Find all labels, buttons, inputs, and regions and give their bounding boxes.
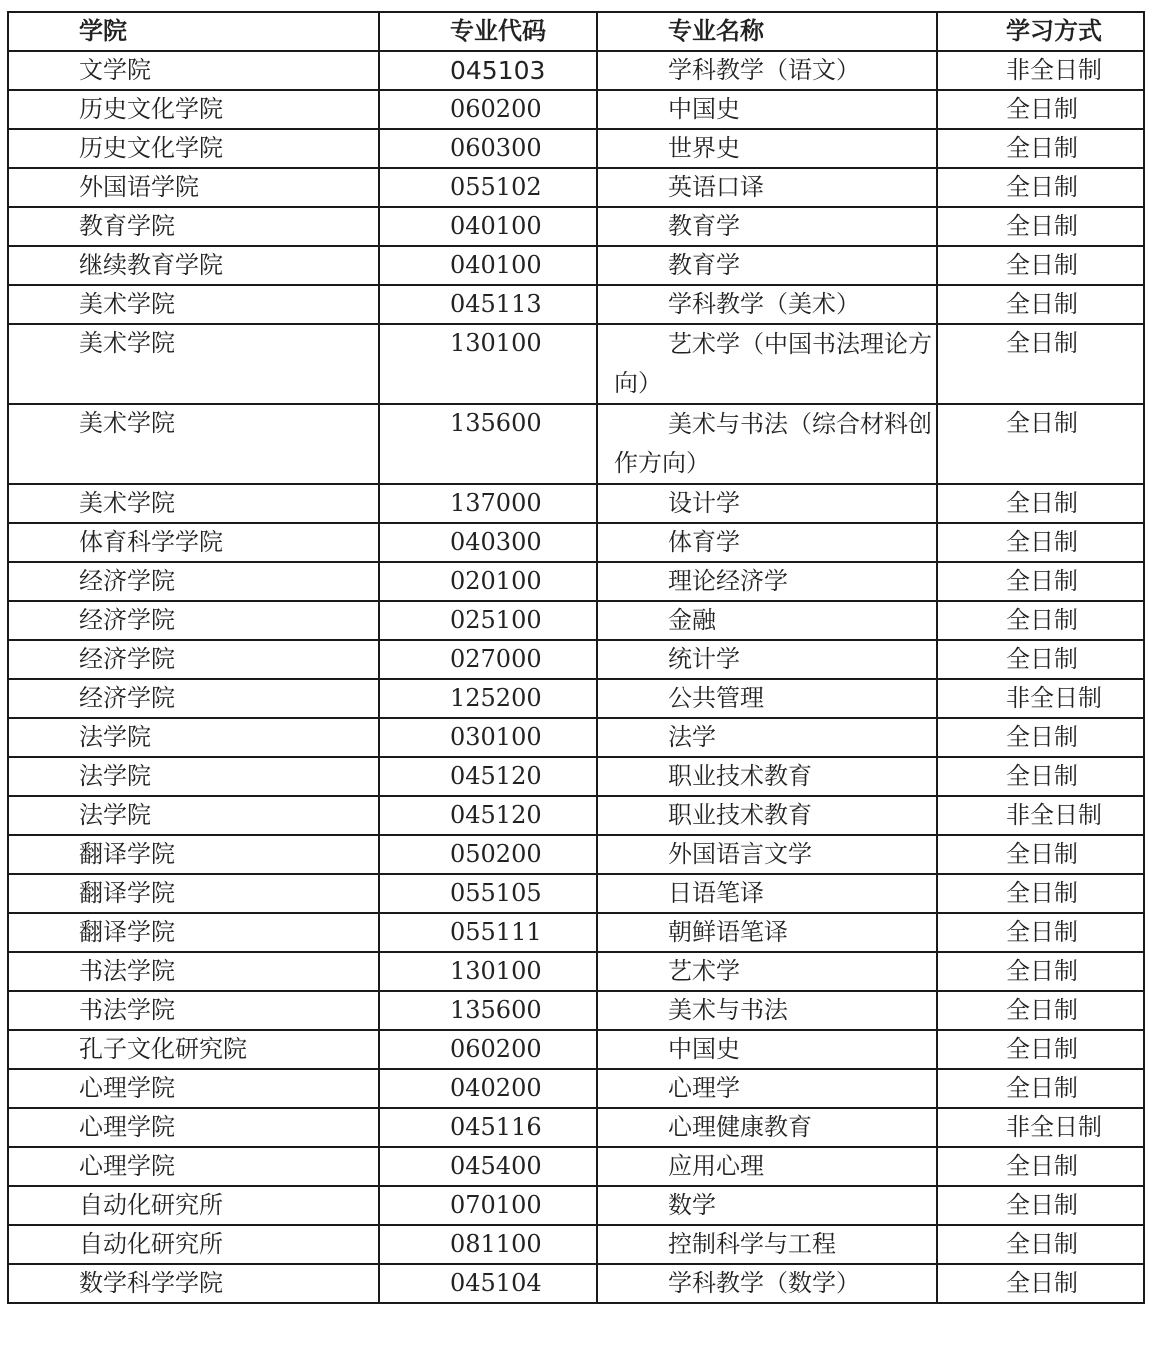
header-row — [8, 12, 1144, 51]
cell-college: 历史文化学院 — [8, 129, 379, 168]
header-mode: 学习方式 — [937, 12, 1144, 51]
cell-mode: 全日制 — [937, 562, 1144, 601]
cell-name: 日语笔译 — [597, 874, 937, 913]
cell-name: 教育学 — [597, 246, 937, 285]
table-row — [8, 1225, 1144, 1264]
cell-code: 045103 — [379, 51, 597, 90]
cell-code: 045116 — [379, 1108, 597, 1147]
cell-code: 045120 — [379, 796, 597, 835]
cell-college: 继续教育学院 — [8, 246, 379, 285]
table-row — [8, 562, 1144, 601]
cell-mode: 全日制 — [937, 324, 1144, 404]
cell-college: 自动化研究所 — [8, 1186, 379, 1225]
cell-code: 040200 — [379, 1069, 597, 1108]
cell-mode: 全日制 — [937, 484, 1144, 523]
table-body — [8, 51, 1144, 1303]
cell-name: 体育学 — [597, 523, 937, 562]
cell-college: 书法学院 — [8, 991, 379, 1030]
cell-code: 045120 — [379, 757, 597, 796]
cell-mode: 全日制 — [937, 1069, 1144, 1108]
cell-code: 025100 — [379, 601, 597, 640]
cell-code: 040300 — [379, 523, 597, 562]
table-row — [8, 679, 1144, 718]
cell-name: 职业技术教育 — [597, 796, 937, 835]
cell-name: 数学 — [597, 1186, 937, 1225]
table-row — [8, 1108, 1144, 1147]
cell-mode: 全日制 — [937, 952, 1144, 991]
cell-code: 060200 — [379, 90, 597, 129]
cell-college: 法学院 — [8, 757, 379, 796]
table-row — [8, 991, 1144, 1030]
cell-name: 美术与书法 — [597, 991, 937, 1030]
cell-college: 教育学院 — [8, 207, 379, 246]
cell-college: 翻译学院 — [8, 874, 379, 913]
table-row — [8, 51, 1144, 90]
cell-code: 135600 — [379, 991, 597, 1030]
cell-name: 心理健康教育 — [597, 1108, 937, 1147]
table-row — [8, 796, 1144, 835]
table-row — [8, 404, 1144, 484]
cell-code: 130100 — [379, 324, 597, 404]
cell-code: 045104 — [379, 1264, 597, 1303]
cell-mode: 非全日制 — [937, 51, 1144, 90]
cell-name: 学科教学（数学） — [597, 1264, 937, 1303]
table-row — [8, 757, 1144, 796]
cell-mode: 全日制 — [937, 835, 1144, 874]
cell-college: 历史文化学院 — [8, 90, 379, 129]
table-row — [8, 718, 1144, 757]
cell-code: 130100 — [379, 952, 597, 991]
table-row — [8, 1030, 1144, 1069]
cell-code: 040100 — [379, 246, 597, 285]
cell-mode: 全日制 — [937, 1186, 1144, 1225]
cell-college: 心理学院 — [8, 1069, 379, 1108]
cell-mode: 全日制 — [937, 1264, 1144, 1303]
cell-name: 控制科学与工程 — [597, 1225, 937, 1264]
cell-code: 020100 — [379, 562, 597, 601]
table-row — [8, 874, 1144, 913]
cell-name: 公共管理 — [597, 679, 937, 718]
table-row — [8, 913, 1144, 952]
cell-name: 朝鲜语笔译 — [597, 913, 937, 952]
cell-code: 060200 — [379, 1030, 597, 1069]
cell-code: 125200 — [379, 679, 597, 718]
header-name: 专业名称 — [597, 12, 937, 51]
cell-mode: 非全日制 — [937, 679, 1144, 718]
table-row — [8, 129, 1144, 168]
cell-name: 职业技术教育 — [597, 757, 937, 796]
cell-code: 045400 — [379, 1147, 597, 1186]
table-row — [8, 640, 1144, 679]
cell-mode: 非全日制 — [937, 1108, 1144, 1147]
cell-code: 060300 — [379, 129, 597, 168]
cell-code: 040100 — [379, 207, 597, 246]
cell-college: 法学院 — [8, 796, 379, 835]
cell-mode: 全日制 — [937, 523, 1144, 562]
cell-name: 设计学 — [597, 484, 937, 523]
cell-name: 心理学 — [597, 1069, 937, 1108]
cell-name: 英语口译 — [597, 168, 937, 207]
cell-mode: 全日制 — [937, 640, 1144, 679]
cell-college: 心理学院 — [8, 1108, 379, 1147]
cell-code: 055111 — [379, 913, 597, 952]
cell-name: 学科教学（语文） — [597, 51, 937, 90]
program-table — [7, 11, 1145, 1304]
cell-college: 美术学院 — [8, 404, 379, 484]
cell-code: 137000 — [379, 484, 597, 523]
table-row — [8, 324, 1144, 404]
cell-college: 美术学院 — [8, 324, 379, 404]
cell-name: 世界史 — [597, 129, 937, 168]
cell-college: 美术学院 — [8, 285, 379, 324]
cell-name: 中国史 — [597, 90, 937, 129]
table-row — [8, 246, 1144, 285]
cell-mode: 全日制 — [937, 1030, 1144, 1069]
cell-college: 文学院 — [8, 51, 379, 90]
cell-code: 055102 — [379, 168, 597, 207]
cell-code: 055105 — [379, 874, 597, 913]
cell-college: 体育科学学院 — [8, 523, 379, 562]
table-row — [8, 207, 1144, 246]
table-row — [8, 168, 1144, 207]
cell-name: 理论经济学 — [597, 562, 937, 601]
cell-mode: 全日制 — [937, 404, 1144, 484]
cell-mode: 全日制 — [937, 1147, 1144, 1186]
cell-name: 艺术学 — [597, 952, 937, 991]
table-row — [8, 523, 1144, 562]
cell-name: 外国语言文学 — [597, 835, 937, 874]
cell-college: 翻译学院 — [8, 835, 379, 874]
cell-name: 教育学 — [597, 207, 937, 246]
table-row — [8, 601, 1144, 640]
cell-mode: 全日制 — [937, 168, 1144, 207]
cell-code: 135600 — [379, 404, 597, 484]
cell-college: 翻译学院 — [8, 913, 379, 952]
table-row — [8, 1264, 1144, 1303]
cell-college: 外国语学院 — [8, 168, 379, 207]
cell-mode: 非全日制 — [937, 796, 1144, 835]
cell-code: 045113 — [379, 285, 597, 324]
cell-mode: 全日制 — [937, 991, 1144, 1030]
cell-mode: 全日制 — [937, 718, 1144, 757]
cell-mode: 全日制 — [937, 285, 1144, 324]
cell-code: 027000 — [379, 640, 597, 679]
cell-mode: 全日制 — [937, 207, 1144, 246]
cell-code: 030100 — [379, 718, 597, 757]
cell-name: 学科教学（美术） — [597, 285, 937, 324]
table-row — [8, 952, 1144, 991]
cell-mode: 全日制 — [937, 601, 1144, 640]
table-row — [8, 1147, 1144, 1186]
cell-code: 050200 — [379, 835, 597, 874]
cell-code: 081100 — [379, 1225, 597, 1264]
cell-name: 美术与书法（综合材料创作方向） — [597, 404, 937, 484]
cell-name: 金融 — [597, 601, 937, 640]
cell-college: 美术学院 — [8, 484, 379, 523]
header-college: 学院 — [8, 12, 379, 51]
cell-name: 法学 — [597, 718, 937, 757]
cell-mode: 全日制 — [937, 757, 1144, 796]
table-row — [8, 484, 1144, 523]
cell-college: 书法学院 — [8, 952, 379, 991]
cell-mode: 全日制 — [937, 246, 1144, 285]
cell-college: 经济学院 — [8, 640, 379, 679]
cell-college: 经济学院 — [8, 679, 379, 718]
cell-college: 经济学院 — [8, 562, 379, 601]
header-code: 专业代码 — [379, 12, 597, 51]
cell-college: 数学科学学院 — [8, 1264, 379, 1303]
program-table-container — [7, 11, 1143, 1304]
cell-mode: 全日制 — [937, 90, 1144, 129]
table-row — [8, 285, 1144, 324]
cell-mode: 全日制 — [937, 1225, 1144, 1264]
cell-name: 统计学 — [597, 640, 937, 679]
cell-college: 自动化研究所 — [8, 1225, 379, 1264]
table-row — [8, 1186, 1144, 1225]
cell-college: 法学院 — [8, 718, 379, 757]
cell-college: 孔子文化研究院 — [8, 1030, 379, 1069]
cell-mode: 全日制 — [937, 913, 1144, 952]
table-row — [8, 835, 1144, 874]
cell-name: 中国史 — [597, 1030, 937, 1069]
table-row — [8, 90, 1144, 129]
cell-name: 艺术学（中国书法理论方向） — [597, 324, 937, 404]
table-row — [8, 1069, 1144, 1108]
cell-code: 070100 — [379, 1186, 597, 1225]
cell-mode: 全日制 — [937, 874, 1144, 913]
cell-name: 应用心理 — [597, 1147, 937, 1186]
table-header — [8, 12, 1144, 51]
cell-college: 心理学院 — [8, 1147, 379, 1186]
cell-mode: 全日制 — [937, 129, 1144, 168]
cell-college: 经济学院 — [8, 601, 379, 640]
